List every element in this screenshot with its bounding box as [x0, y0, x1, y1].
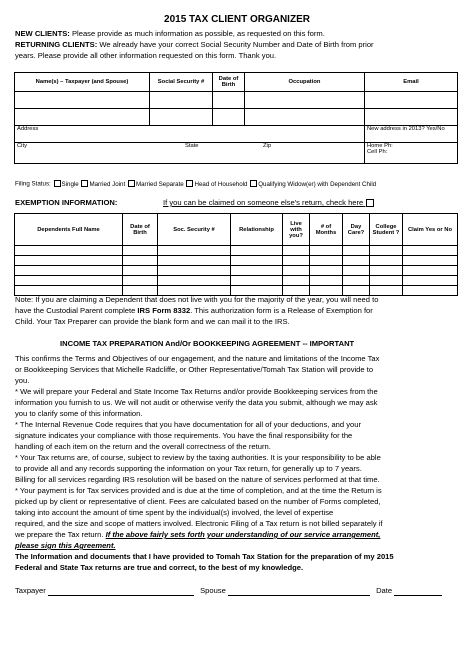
- col-months: # of Months: [310, 214, 343, 246]
- new-address-label: New address in 2013? Yes/No: [365, 126, 458, 143]
- col-email: Email: [365, 73, 458, 92]
- filing-option-qualifying-widow[interactable]: Qualifying Widow(er) with Dependent Child: [249, 181, 376, 188]
- sign-this-agreement: please sign this Agreement.: [15, 541, 116, 550]
- agreement-line: information you furnish to us. We will not audit or otherwise verify the data you submit, although we may ask: [15, 398, 378, 407]
- col-dependent-ssn: Soc. Security #: [158, 214, 231, 246]
- agreement-line: taking into account the amount of time spent by the individual(s) involved, the level of expertise: [15, 508, 334, 517]
- client-row-spouse[interactable]: [15, 109, 458, 126]
- agreement-line: * Your Tax returns are, of course, subject to review by the taxing authorities. It is your responsibility to be able: [15, 453, 381, 462]
- checkbox-icon[interactable]: [250, 180, 257, 187]
- agreement-line: you to clarify some of this information.: [15, 409, 143, 418]
- col-claim: Claim Yes or No: [403, 214, 458, 246]
- filing-option-married-separate[interactable]: Married Separate: [127, 181, 184, 188]
- state-label: State: [185, 143, 199, 149]
- dependent-row[interactable]: [15, 286, 458, 296]
- claimed-elsewhere-note: If you can be claimed on someone else's return, check here: [163, 198, 375, 208]
- agreement-line: required, and the size and scope of matters involved. Electronic Filing of a Tax return is not billed separately if: [15, 519, 383, 528]
- taxpayer-signature-line[interactable]: [48, 588, 194, 596]
- col-day-care: Day Care?: [343, 214, 370, 246]
- agreement-line: * We will prepare your Federal and State Income Tax Returns and/or provide Bookkeeping services from the: [15, 387, 378, 396]
- spouse-label: Spouse: [200, 586, 226, 595]
- dependent-note-3: Child. Your Tax Preparer can provide the blank form and we can mail it to the IRS.: [15, 317, 290, 326]
- agreement-line-last: we prepare the Tax return. If the above fairly sets forth your understanding of our service arrangement,: [15, 530, 381, 539]
- checkbox-icon[interactable]: [128, 180, 135, 187]
- zip-label: Zip: [263, 143, 272, 149]
- dependents-table: [14, 213, 458, 296]
- new-clients-line: [15, 29, 325, 39]
- col-live-with-you: Live with you?: [283, 214, 310, 246]
- sign-request: If the above fairly sets forth your understanding of our service arrangement,: [105, 530, 381, 539]
- dependent-note-2: have the Custodial Parent complete IRS Form 8332. This authorization form is a Release of Exemption for: [15, 306, 373, 315]
- returning-clients-text: We already have your correct Social Security Number and Date of Birth from prior: [99, 40, 374, 49]
- spouse-signature-line[interactable]: [228, 588, 370, 596]
- col-dob: Date of Birth: [213, 73, 245, 92]
- page-title: 2015 TAX CLIENT ORGANIZER: [164, 14, 310, 25]
- col-name: Name(s) – Taxpayer (and Spouse): [15, 73, 150, 92]
- claimed-elsewhere-checkbox[interactable]: [366, 199, 374, 207]
- agreement-line: or Bookkeeping Services that Michelle Radcliffe, or Other Representative/Tomah Tax Station will provide to: [15, 365, 374, 374]
- col-dependent-dob: Date of Birth: [123, 214, 158, 246]
- certification-line-1: The Information and documents that I have provided to Tomah Tax Station for the preparation of my 2015: [15, 552, 394, 561]
- agreement-line: picked up by client or representative of client. Fees are calculated based on the number of Forms completed,: [15, 497, 381, 506]
- address-row[interactable]: [15, 126, 458, 143]
- certification-line-2: Federal and State Tax returns are true and correct, to the best of my knowledge.: [15, 563, 304, 572]
- dependent-row[interactable]: [15, 276, 458, 286]
- cell-phone-label: Cell Ph:: [367, 149, 388, 155]
- checkbox-icon[interactable]: [186, 180, 193, 187]
- filing-option-married-joint[interactable]: Married Joint: [80, 181, 125, 188]
- col-relationship: Relationship: [231, 214, 283, 246]
- signature-row: [15, 586, 442, 596]
- irs-form-8332: IRS Form 8332: [137, 306, 191, 315]
- city-label: City: [17, 143, 27, 149]
- dependent-row[interactable]: [15, 266, 458, 276]
- returning-clients-line: [15, 40, 374, 50]
- col-occupation: Occupation: [245, 73, 365, 92]
- agreement-line: This confirms the Terms and Objectives of our engagement, and the nature and limitations of the Income Tax: [15, 354, 380, 363]
- agreement-line: you.: [15, 376, 30, 385]
- dependent-note-1: Note: If you are claiming a Dependent that does not live with you for the majority of the year, you will need to: [15, 295, 379, 304]
- exemption-label: EXEMPTION INFORMATION:: [15, 198, 118, 207]
- checkbox-icon[interactable]: [54, 180, 61, 187]
- col-college-student: College Student ?: [370, 214, 403, 246]
- dependent-row[interactable]: [15, 246, 458, 256]
- agreement-line: signature indicates your compliance with those requirements. You have the final responsibility for the: [15, 431, 353, 440]
- client-info-table: [14, 72, 458, 164]
- home-phone-label: Home Ph:: [367, 143, 393, 149]
- agreement-line: Billing for all services regarding IRS resolution will be based on the nature of services performed at that time.: [15, 475, 380, 484]
- new-clients-label: NEW CLIENTS:: [15, 29, 70, 38]
- filing-option-head-of-household[interactable]: Head of Household: [185, 181, 247, 188]
- new-clients-text: Please provide as much information as possible, as requested on this form.: [71, 29, 325, 38]
- agreement-line: handling of each item on the return and the overall correctness of the return.: [15, 442, 271, 451]
- date-label: Date: [376, 586, 393, 595]
- taxpayer-label: Taxpayer: [15, 586, 46, 595]
- agreement-line: * Your payment is for Tax services provided and is due at the time of completion, and at the time the Return is: [15, 486, 382, 495]
- col-dependent-name: Dependents Full Name: [15, 214, 123, 246]
- returning-clients-label: RETURNING CLIENTS:: [15, 40, 98, 49]
- client-row-taxpayer[interactable]: [15, 92, 458, 109]
- filing-option-single[interactable]: Single: [53, 181, 79, 188]
- address-label: Address: [15, 126, 365, 143]
- date-line[interactable]: [394, 588, 442, 596]
- agreement-heading: INCOME TAX PREPARATION And/Or BOOKKEEPING AGREEMENT -- IMPORTANT: [60, 339, 355, 348]
- city-row[interactable]: [15, 143, 458, 164]
- agreement-line: to provide all and any records supporting the information on your Tax return, for generally up to 7 years.: [15, 464, 362, 473]
- agreement-line: * The Internal Revenue Code requires that you have documentation for all of your deductions, and your: [15, 420, 362, 429]
- returning-clients-line-2: years. Please provide all other information requested on this form. Thank you.: [15, 51, 277, 60]
- checkbox-icon[interactable]: [81, 180, 88, 187]
- dependent-row[interactable]: [15, 256, 458, 266]
- filing-status-label: Filing Status:: [15, 180, 51, 188]
- filing-status-row: [15, 180, 376, 188]
- col-ssn: Social Security #: [150, 73, 213, 92]
